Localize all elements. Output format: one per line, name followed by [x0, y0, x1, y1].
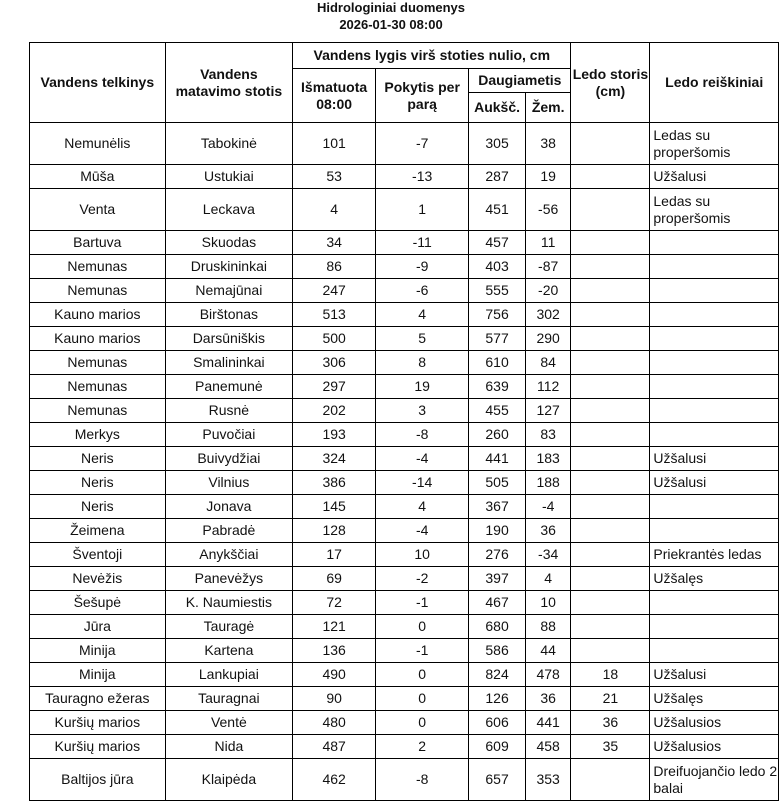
- cell-water-body: Tauragno ežeras: [30, 687, 166, 711]
- cell-measured: 480: [293, 711, 376, 735]
- cell-measured: 193: [293, 423, 376, 447]
- table-row: [30, 123, 779, 165]
- header-high: Aukšč.: [469, 93, 526, 123]
- cell-measured: 17: [293, 543, 376, 567]
- table-row: [30, 471, 779, 495]
- cell-high: 451: [469, 189, 526, 231]
- cell-ice-thickness: 35: [571, 735, 650, 759]
- cell-water-body: Nemunas: [30, 375, 166, 399]
- cell-measured: 324: [293, 447, 376, 471]
- header-level-group: Vandens lygis virš stoties nulio, cm: [293, 43, 571, 69]
- cell-low: -4: [525, 495, 571, 519]
- cell-ice-phenomena: [650, 255, 779, 279]
- cell-high: 639: [469, 375, 526, 399]
- cell-water-body: Minija: [30, 663, 166, 687]
- cell-station: Panevėžys: [165, 567, 293, 591]
- table-row: [30, 255, 779, 279]
- cell-change: 3: [376, 399, 469, 423]
- cell-ice-phenomena: Užšalęs: [650, 687, 779, 711]
- cell-change: -14: [376, 471, 469, 495]
- cell-station: Birštonas: [165, 303, 293, 327]
- cell-station: Klaipėda: [165, 759, 293, 801]
- cell-ice-thickness: [571, 519, 650, 543]
- cell-ice-phenomena: Užšalusi: [650, 471, 779, 495]
- cell-high: 610: [469, 351, 526, 375]
- cell-low: 11: [525, 231, 571, 255]
- cell-ice-thickness: 21: [571, 687, 650, 711]
- cell-low: 353: [525, 759, 571, 801]
- header-measured: Išmatuota 08:00: [293, 69, 376, 123]
- cell-measured: 34: [293, 231, 376, 255]
- cell-measured: 490: [293, 663, 376, 687]
- cell-ice-thickness: [571, 543, 650, 567]
- cell-ice-thickness: [571, 639, 650, 663]
- cell-water-body: Neris: [30, 447, 166, 471]
- cell-station: Kartena: [165, 639, 293, 663]
- cell-measured: 72: [293, 591, 376, 615]
- cell-ice-thickness: [571, 759, 650, 801]
- cell-change: -8: [376, 423, 469, 447]
- cell-ice-thickness: [571, 375, 650, 399]
- cell-change: 2: [376, 735, 469, 759]
- cell-ice-thickness: 36: [571, 711, 650, 735]
- cell-measured: 462: [293, 759, 376, 801]
- cell-high: 467: [469, 591, 526, 615]
- cell-low: 478: [525, 663, 571, 687]
- cell-station: Darsūniškis: [165, 327, 293, 351]
- cell-ice-phenomena: Ledas su properšomis: [650, 123, 779, 165]
- cell-water-body: Nemunas: [30, 255, 166, 279]
- table-row: [30, 495, 779, 519]
- cell-water-body: Nemunas: [30, 351, 166, 375]
- table-row: [30, 423, 779, 447]
- cell-measured: 247: [293, 279, 376, 303]
- cell-high: 555: [469, 279, 526, 303]
- table-row: [30, 231, 779, 255]
- cell-low: -87: [525, 255, 571, 279]
- cell-change: -11: [376, 231, 469, 255]
- cell-ice-phenomena: Užšalusios: [650, 735, 779, 759]
- header-station: Vandens matavimo stotis: [165, 43, 293, 123]
- cell-low: 188: [525, 471, 571, 495]
- cell-change: 0: [376, 615, 469, 639]
- report-datetime: 2026-01-30 08:00: [339, 17, 443, 32]
- cell-low: 10: [525, 591, 571, 615]
- cell-ice-thickness: [571, 567, 650, 591]
- cell-change: -13: [376, 165, 469, 189]
- cell-ice-phenomena: Užšalusi: [650, 447, 779, 471]
- cell-high: 260: [469, 423, 526, 447]
- cell-high: 505: [469, 471, 526, 495]
- table-row: [30, 663, 779, 687]
- cell-station: Ventė: [165, 711, 293, 735]
- cell-ice-phenomena: [650, 399, 779, 423]
- cell-ice-thickness: [571, 591, 650, 615]
- cell-ice-phenomena: [650, 591, 779, 615]
- cell-ice-thickness: 18: [571, 663, 650, 687]
- cell-ice-thickness: [571, 447, 650, 471]
- cell-station: Druskininkai: [165, 255, 293, 279]
- cell-station: Tabokinė: [165, 123, 293, 165]
- cell-water-body: Jūra: [30, 615, 166, 639]
- cell-water-body: Kuršių marios: [30, 735, 166, 759]
- cell-ice-thickness: [571, 471, 650, 495]
- cell-station: Nemajūnai: [165, 279, 293, 303]
- page-title: [0, 0, 782, 33]
- cell-ice-phenomena: [650, 423, 779, 447]
- cell-low: 38: [525, 123, 571, 165]
- table-row: [30, 375, 779, 399]
- cell-change: 19: [376, 375, 469, 399]
- cell-station: Smalininkai: [165, 351, 293, 375]
- table-row: [30, 399, 779, 423]
- cell-change: -9: [376, 255, 469, 279]
- cell-station: K. Naumiestis: [165, 591, 293, 615]
- table-row: [30, 567, 779, 591]
- cell-low: 84: [525, 351, 571, 375]
- cell-water-body: Žeimena: [30, 519, 166, 543]
- cell-high: 403: [469, 255, 526, 279]
- cell-low: -20: [525, 279, 571, 303]
- cell-ice-thickness: [571, 303, 650, 327]
- table-row: [30, 303, 779, 327]
- table-row: [30, 639, 779, 663]
- cell-high: 190: [469, 519, 526, 543]
- cell-change: 4: [376, 303, 469, 327]
- header-ice-thickness: Ledo storis (cm): [571, 43, 650, 123]
- cell-ice-phenomena: [650, 519, 779, 543]
- cell-water-body: Baltijos jūra: [30, 759, 166, 801]
- cell-low: 458: [525, 735, 571, 759]
- table-row: [30, 615, 779, 639]
- cell-station: Anykščiai: [165, 543, 293, 567]
- cell-ice-phenomena: [650, 303, 779, 327]
- cell-low: 36: [525, 519, 571, 543]
- cell-water-body: Mūša: [30, 165, 166, 189]
- cell-change: 10: [376, 543, 469, 567]
- cell-high: 367: [469, 495, 526, 519]
- cell-water-body: Venta: [30, 189, 166, 231]
- cell-high: 126: [469, 687, 526, 711]
- cell-high: 276: [469, 543, 526, 567]
- cell-ice-phenomena: Užšalęs: [650, 567, 779, 591]
- cell-water-body: Šešupė: [30, 591, 166, 615]
- cell-ice-phenomena: [650, 351, 779, 375]
- cell-low: -56: [525, 189, 571, 231]
- cell-ice-phenomena: [650, 615, 779, 639]
- cell-change: -2: [376, 567, 469, 591]
- cell-ice-thickness: [571, 423, 650, 447]
- cell-ice-phenomena: [650, 279, 779, 303]
- cell-measured: 145: [293, 495, 376, 519]
- cell-measured: 487: [293, 735, 376, 759]
- cell-high: 824: [469, 663, 526, 687]
- table-row: [30, 711, 779, 735]
- header-change: Pokytis per parą: [376, 69, 469, 123]
- cell-measured: 90: [293, 687, 376, 711]
- cell-water-body: Nemunas: [30, 399, 166, 423]
- cell-ice-phenomena: Priekrantės ledas: [650, 543, 779, 567]
- cell-change: 4: [376, 495, 469, 519]
- cell-measured: 53: [293, 165, 376, 189]
- cell-change: 1: [376, 189, 469, 231]
- cell-station: Rusnė: [165, 399, 293, 423]
- table-row: [30, 519, 779, 543]
- cell-ice-phenomena: [650, 327, 779, 351]
- header-ice-phenomena: Ledo reiškiniai: [650, 43, 779, 123]
- cell-station: Tauragė: [165, 615, 293, 639]
- cell-ice-thickness: [571, 123, 650, 165]
- cell-low: 44: [525, 639, 571, 663]
- cell-low: 127: [525, 399, 571, 423]
- cell-measured: 202: [293, 399, 376, 423]
- cell-water-body: Kauno marios: [30, 327, 166, 351]
- cell-high: 609: [469, 735, 526, 759]
- table-row: [30, 351, 779, 375]
- cell-measured: 4: [293, 189, 376, 231]
- cell-low: 183: [525, 447, 571, 471]
- cell-ice-thickness: [571, 615, 650, 639]
- table-row: [30, 327, 779, 351]
- cell-low: 83: [525, 423, 571, 447]
- table-row: [30, 759, 779, 801]
- cell-ice-thickness: [571, 327, 650, 351]
- cell-high: 455: [469, 399, 526, 423]
- hydro-data-table: [29, 42, 779, 801]
- header-longterm: Daugiametis: [469, 69, 571, 93]
- cell-measured: 128: [293, 519, 376, 543]
- cell-low: 88: [525, 615, 571, 639]
- cell-water-body: Nemunėlis: [30, 123, 166, 165]
- table-row: [30, 687, 779, 711]
- cell-change: -4: [376, 447, 469, 471]
- cell-change: 8: [376, 351, 469, 375]
- cell-water-body: Bartuva: [30, 231, 166, 255]
- cell-water-body: Kuršių marios: [30, 711, 166, 735]
- cell-low: 4: [525, 567, 571, 591]
- cell-ice-thickness: [571, 279, 650, 303]
- table-row: [30, 447, 779, 471]
- cell-measured: 136: [293, 639, 376, 663]
- cell-low: 36: [525, 687, 571, 711]
- cell-change: -8: [376, 759, 469, 801]
- cell-change: 0: [376, 711, 469, 735]
- cell-high: 287: [469, 165, 526, 189]
- cell-measured: 86: [293, 255, 376, 279]
- cell-change: -1: [376, 591, 469, 615]
- cell-ice-phenomena: [650, 375, 779, 399]
- cell-high: 577: [469, 327, 526, 351]
- header-low: Žem.: [525, 93, 571, 123]
- cell-measured: 297: [293, 375, 376, 399]
- cell-change: 5: [376, 327, 469, 351]
- cell-ice-phenomena: [650, 231, 779, 255]
- cell-ice-thickness: [571, 399, 650, 423]
- cell-high: 305: [469, 123, 526, 165]
- cell-water-body: Neris: [30, 471, 166, 495]
- cell-station: Tauragnai: [165, 687, 293, 711]
- cell-station: Jonava: [165, 495, 293, 519]
- cell-station: Skuodas: [165, 231, 293, 255]
- cell-measured: 513: [293, 303, 376, 327]
- cell-low: -34: [525, 543, 571, 567]
- cell-ice-thickness: [571, 351, 650, 375]
- cell-high: 756: [469, 303, 526, 327]
- cell-ice-phenomena: Užšalusios: [650, 711, 779, 735]
- cell-low: 19: [525, 165, 571, 189]
- table-row: [30, 543, 779, 567]
- table-row: [30, 189, 779, 231]
- cell-change: 0: [376, 687, 469, 711]
- cell-measured: 306: [293, 351, 376, 375]
- cell-low: 290: [525, 327, 571, 351]
- cell-water-body: Minija: [30, 639, 166, 663]
- table-row: [30, 279, 779, 303]
- cell-change: -6: [376, 279, 469, 303]
- cell-high: 441: [469, 447, 526, 471]
- cell-high: 657: [469, 759, 526, 801]
- cell-water-body: Šventoji: [30, 543, 166, 567]
- cell-high: 680: [469, 615, 526, 639]
- cell-measured: 386: [293, 471, 376, 495]
- cell-station: Buivydžiai: [165, 447, 293, 471]
- cell-high: 397: [469, 567, 526, 591]
- cell-ice-phenomena: Užšalusi: [650, 165, 779, 189]
- cell-low: 441: [525, 711, 571, 735]
- cell-high: 457: [469, 231, 526, 255]
- cell-water-body: Nevėžis: [30, 567, 166, 591]
- cell-change: -4: [376, 519, 469, 543]
- cell-station: Leckava: [165, 189, 293, 231]
- cell-station: Vilnius: [165, 471, 293, 495]
- cell-measured: 69: [293, 567, 376, 591]
- cell-station: Puvočiai: [165, 423, 293, 447]
- cell-ice-phenomena: [650, 639, 779, 663]
- table-row: [30, 591, 779, 615]
- cell-low: 302: [525, 303, 571, 327]
- cell-ice-thickness: [571, 255, 650, 279]
- cell-station: Lankupiai: [165, 663, 293, 687]
- cell-ice-thickness: [571, 189, 650, 231]
- title-text: Hidrologiniai duomenys: [316, 0, 466, 15]
- cell-water-body: Nemunas: [30, 279, 166, 303]
- cell-station: Pabradė: [165, 519, 293, 543]
- cell-change: -7: [376, 123, 469, 165]
- cell-ice-phenomena: [650, 495, 779, 519]
- cell-measured: 121: [293, 615, 376, 639]
- cell-water-body: Neris: [30, 495, 166, 519]
- cell-change: -1: [376, 639, 469, 663]
- cell-station: Nida: [165, 735, 293, 759]
- cell-ice-thickness: [571, 165, 650, 189]
- cell-ice-thickness: [571, 231, 650, 255]
- cell-measured: 101: [293, 123, 376, 165]
- cell-change: 0: [376, 663, 469, 687]
- cell-measured: 500: [293, 327, 376, 351]
- cell-high: 606: [469, 711, 526, 735]
- cell-water-body: Merkys: [30, 423, 166, 447]
- cell-ice-thickness: [571, 495, 650, 519]
- cell-station: Ustukiai: [165, 165, 293, 189]
- table-row: [30, 165, 779, 189]
- cell-water-body: Kauno marios: [30, 303, 166, 327]
- cell-low: 112: [525, 375, 571, 399]
- cell-ice-phenomena: Ledas su properšomis: [650, 189, 779, 231]
- cell-high: 586: [469, 639, 526, 663]
- table-row: [30, 735, 779, 759]
- cell-ice-phenomena: Užšalusi: [650, 663, 779, 687]
- header-water-body: Vandens telkinys: [30, 43, 166, 123]
- cell-station: Panemunė: [165, 375, 293, 399]
- cell-ice-phenomena: Dreifuojančio ledo 2 balai: [650, 759, 779, 801]
